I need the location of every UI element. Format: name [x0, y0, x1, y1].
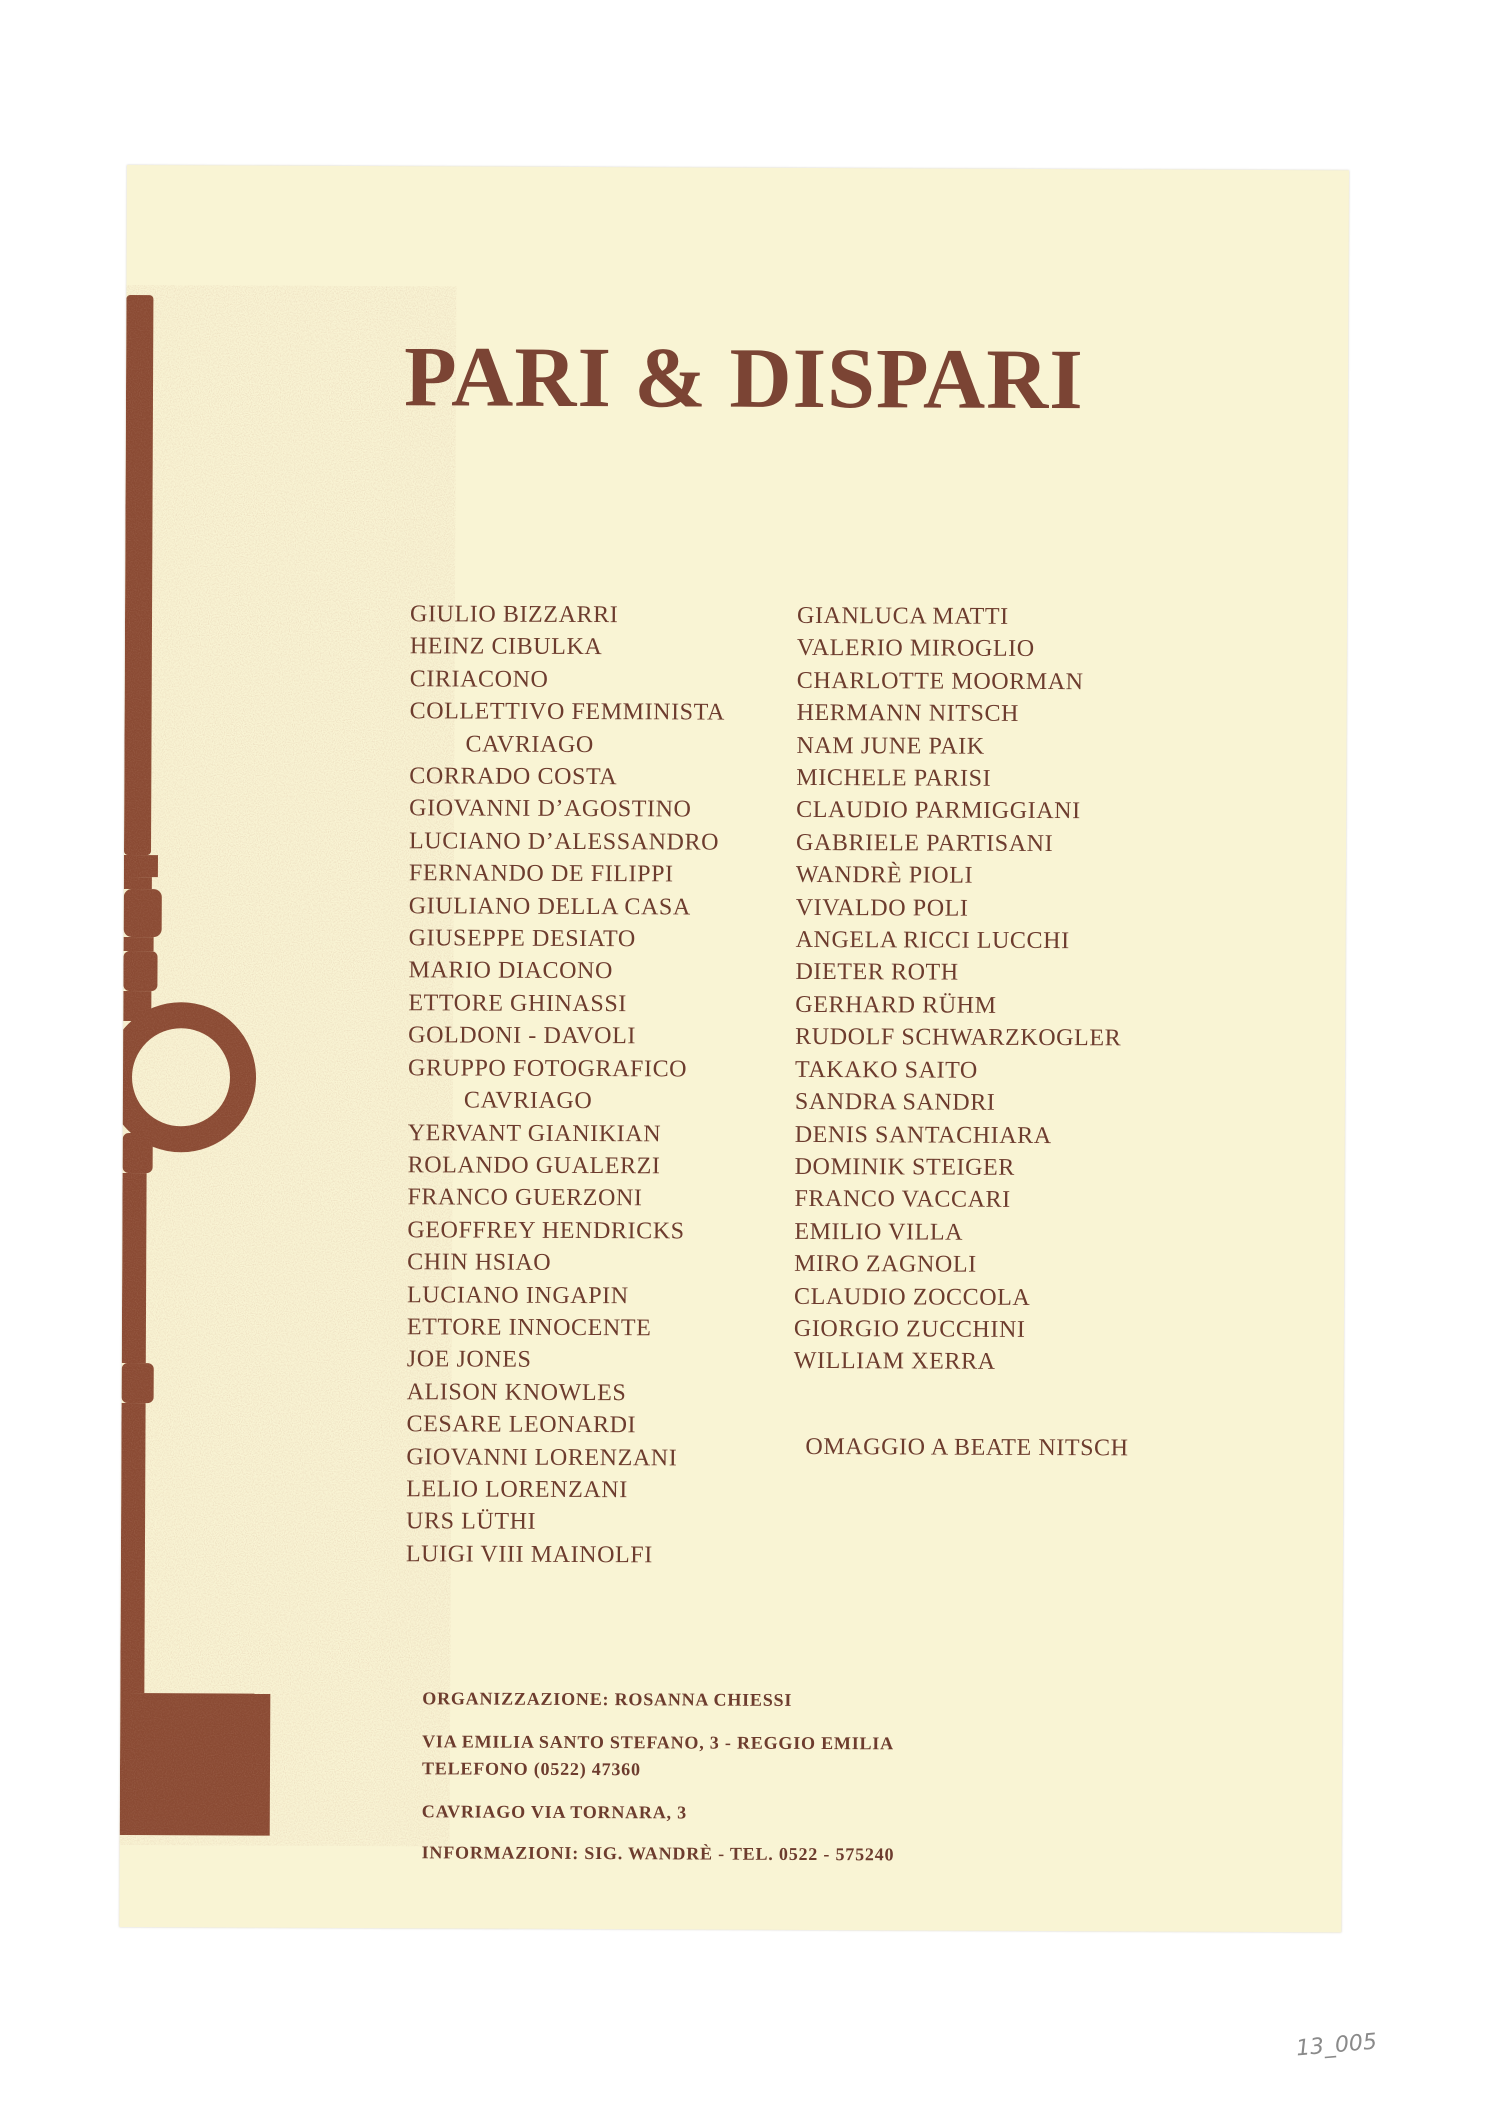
artist-name: CESARE LEONARDI: [406, 1411, 637, 1439]
artist-name: URS LÜTHI: [406, 1508, 537, 1536]
artist-name: CHARLOTTE MOORMAN: [796, 667, 1084, 695]
artist-name: FRANCO GUERZONI: [407, 1184, 643, 1212]
artist-name: GIOVANNI LORENZANI: [406, 1443, 678, 1471]
footer-info: [422, 1688, 895, 1865]
artist-name-continuation: [408, 1084, 723, 1118]
artist-name: HERMANN NITSCH: [796, 700, 1020, 728]
artist-name: ETTORE GHINASSI: [408, 990, 627, 1018]
artist-name: ETTORE INNOCENTE: [406, 1314, 652, 1342]
artist-name: GRUPPO FOTOGRAFICO: [408, 1054, 688, 1083]
artist-name: CIRIACONO: [409, 666, 549, 693]
artist-name: GOLDONI - DAVOLI: [408, 1022, 637, 1050]
artist-name: JOE JONES: [406, 1346, 532, 1374]
artists-left-column: [406, 598, 726, 1572]
artist-name: TAKAKO SAITO: [795, 1056, 978, 1084]
artist-name: WILLIAM XERRA: [793, 1348, 996, 1376]
organizer-line: ORGANIZZAZIONE: ROSANNA CHIESSI: [422, 1688, 793, 1710]
artist-name: CORRADO COSTA: [409, 763, 618, 791]
artists-right-column: [794, 600, 1123, 1379]
key-illustration: [119, 165, 457, 1928]
artist-name: FRANCO VACCARI: [794, 1186, 1011, 1214]
artist-name: NAM JUNE PAIK: [796, 732, 985, 760]
artist-name: GEOFFREY HENDRICKS: [407, 1216, 685, 1245]
artist-name: CHIN HSIAO: [407, 1249, 552, 1276]
artist-name: CLAUDIO ZOCCOLA: [794, 1283, 1031, 1311]
artist-name: DENIS SANTACHIARA: [794, 1121, 1052, 1149]
artist-name: SANDRA SANDRI: [794, 1089, 996, 1116]
artist-name: GERHARD RÜHM: [795, 991, 997, 1019]
artist-name: YERVANT GIANIKIAN: [407, 1119, 662, 1147]
artist-name: ROLANDO GUALERZI: [407, 1152, 661, 1180]
artist-name: LUCIANO INGAPIN: [407, 1281, 629, 1309]
poster-sheet: [119, 165, 1349, 1932]
artist-name: GIULIANO DELLA CASA: [408, 892, 691, 921]
artist-name: EMILIO VILLA: [794, 1218, 964, 1246]
artist-name: WANDRÈ PIOLI: [795, 862, 974, 889]
address-line: VIA EMILIA SANTO STEFANO, 3 - REGGIO EMILIA: [422, 1731, 894, 1754]
artist-name: VIVALDO POLI: [795, 894, 969, 922]
artist-name: RUDOLF SCHWARZKOGLER: [795, 1024, 1122, 1052]
artist-name: ALISON KNOWLES: [406, 1378, 627, 1406]
artist-name: LUCIANO D’ALESSANDRO: [408, 828, 720, 856]
artist-name: GIANLUCA MATTI: [796, 602, 1009, 630]
artist-name-indent: CAVRIAGO: [463, 1087, 593, 1115]
artist-name: DOMINIK STEIGER: [794, 1153, 1016, 1181]
artist-name: MIRO ZAGNOLI: [794, 1251, 977, 1278]
artist-name-indent: CAVRIAGO: [465, 731, 594, 758]
poster-title: PARI & DISPARI: [403, 328, 1084, 428]
omaggio-line: OMAGGIO A BEATE NITSCH: [805, 1433, 1129, 1462]
artist-name: MARIO DIACONO: [408, 957, 614, 985]
artist-name: GIORGIO ZUCCHINI: [793, 1315, 1026, 1343]
artist-name: ANGELA RICCI LUCCHI: [795, 926, 1070, 955]
artist-name: DIETER ROTH: [795, 959, 959, 987]
artist-name: MICHELE PARISI: [796, 764, 992, 792]
artist-name-continuation: [409, 728, 724, 762]
catalog-number: 13_005: [1295, 2029, 1378, 2062]
cavriago-address-line: CAVRIAGO VIA TORNARA, 3: [421, 1801, 687, 1823]
artist-name: GABRIELE PARTISANI: [795, 829, 1054, 857]
artist-name: COLLETTIVO FEMMINISTA: [409, 698, 726, 726]
phone-line: TELEFONO (0522) 47360: [421, 1758, 641, 1780]
artist-name: GIOVANNI D’AGOSTINO: [409, 795, 692, 823]
artist-name: VALERIO MIROGLIO: [796, 635, 1035, 663]
artist-name: CLAUDIO PARMIGGIANI: [796, 797, 1081, 825]
info-line: INFORMAZIONI: SIG. WANDRÈ - TEL. 0522 - 575240: [421, 1842, 895, 1865]
artist-name: LELIO LORENZANI: [406, 1476, 628, 1504]
artist-name: GIULIO BIZZARRI: [409, 601, 619, 629]
artist-name: LUIGI VIII MAINOLFI: [405, 1541, 653, 1569]
artist-name: GIUSEPPE DESIATO: [408, 925, 636, 953]
artist-name: FERNANDO DE FILIPPI: [408, 860, 674, 888]
artist-name: HEINZ CIBULKA: [409, 633, 603, 661]
